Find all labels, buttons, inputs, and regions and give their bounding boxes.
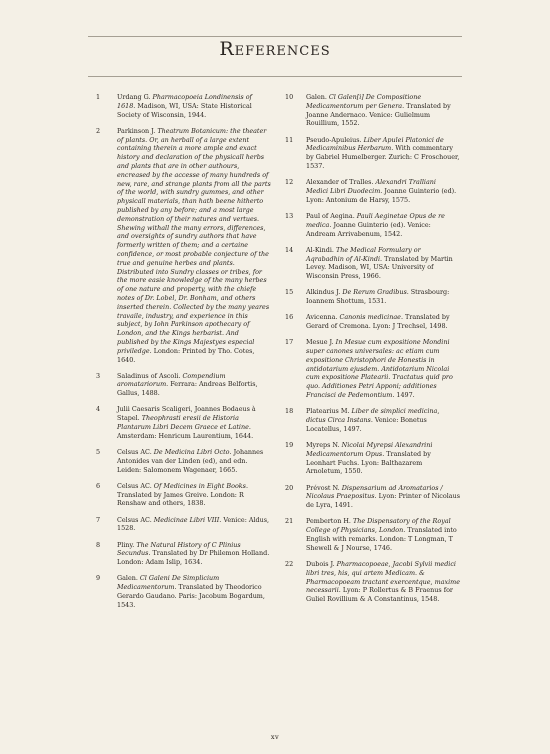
reference-title: Liber de simplici medicina, dictus Circa Instans — [306, 407, 440, 425]
reference-number: 10 — [285, 93, 294, 101]
reference-entry — [96, 93, 271, 119]
reference-segment: . London: Printed by Tho. Cotes, 1640. — [117, 346, 255, 364]
reference-segment: Myreps N. — [306, 441, 342, 450]
reference-text — [306, 246, 460, 281]
reference-number: 8 — [96, 540, 101, 549]
reference-segment: . Lyon: Printer of Nicolaus de Lyra, 1491. — [306, 492, 460, 510]
reference-segment: Saladinus of Ascoli. — [117, 371, 183, 380]
reference-segment: . Johannes Antonides van der Linden (ed), and edn. Leiden: Salomonem Wagenaer, 1665. — [117, 448, 264, 474]
reference-segment: Celsus AC. — [117, 448, 154, 457]
reference-entry — [285, 560, 460, 604]
reference-entry — [285, 212, 460, 238]
reference-number: 16 — [285, 313, 294, 322]
reference-entry — [285, 517, 460, 552]
reference-number: 22 — [285, 559, 294, 568]
reference-segment: . Translated by Leonhart Fuchs. Lyon: Balthazarem Arnoletum, 1550. — [306, 449, 431, 476]
reference-entry — [96, 574, 271, 609]
reference-text — [306, 178, 460, 204]
reference-title: Cl Galen[i] De Compositione Medicamentorum per Genera — [306, 93, 422, 110]
reference-segment: . Translated by Gerard of Cremona. Lyon: J Trechsel, 1498. — [306, 313, 450, 331]
reference-segment: Julii Caesaris Scaligeri, Joannes Bodaeus à Stapel. — [117, 405, 256, 423]
reference-entry — [96, 448, 271, 474]
reference-text — [306, 484, 460, 510]
reference-title: Pharmacopoeia Londinensis of 1618 — [117, 93, 252, 110]
reference-title: Theophrasti eresii de Historia Plantarum Libri Decem Graece et Latine — [117, 414, 249, 432]
reference-entry — [285, 136, 460, 171]
reference-number: 6 — [96, 481, 101, 490]
reference-text — [306, 441, 460, 476]
reference-title: Nicolai Myrepsi Alexandrini Medicamentorum Opus — [306, 441, 433, 458]
reference-segment: . Translated by Joanne Andernaco. Venice: Gulielmum Rouillium, 1552. — [306, 101, 451, 128]
reference-entry — [285, 178, 460, 204]
reference-number: 2 — [96, 126, 101, 135]
reference-text — [306, 288, 460, 306]
reference-text — [306, 407, 460, 433]
reference-entry — [96, 405, 271, 440]
reference-segment: . Joanne Guinterio (ed). Venice: Andream Arrivabenum, 1542. — [306, 220, 431, 238]
reference-title: Theatrum Botanicum: the theater of plants. Or, an herball of a large extent containing therein a more ample and exact history and declaration of the physicall herbs and plants that are in other authours, encreased by the accesse of many hundreds of new, rare, and strange plants from all the parts of the world, with sundry gummes, and other physicall materials, than hath beene hitherto published by any before; and a most large demonstration of their natures and vertues. Shewing withall the many errors, differences, and oversights of sundry authors that have formerly written of them; and a certaine confidence, or most probable conjecture of the true and genuine herbes and plants. Distributed into Sundry classes or tribes, for the more easie knowledge of the many herbes of one nature and property, with the chiefe notes of Dr. Lobel, Dr. Bonham, and others inserted therein. Collected by the many yeares travaile, industry, and experience in this subject, by Iohn Parkinson apothecary of London, and the Kings herbarist. And published by the Kings Majestyes especial priviledge — [117, 126, 271, 355]
reference-text — [306, 313, 460, 331]
reference-segment: . 1497. — [392, 391, 415, 400]
top-rule — [88, 36, 462, 37]
reference-title: Compendium aromatariorum — [117, 371, 226, 389]
reference-number: 5 — [96, 448, 101, 457]
reference-title: In Mesue cum expositione Mondini super canones universales: ac etiam cum expositione Christophori de Honestis in antidotarium ejusdem. Antidotarium Nicolai cum expositione Platearii. Tractatus quid pro quo. Additiones Petri Apponi; additiones Francisci de Pedemontium — [306, 338, 453, 400]
reference-title: Of Medicines in Eight Books — [153, 481, 246, 490]
reference-number: 9 — [96, 574, 101, 583]
reference-text — [117, 541, 271, 567]
reference-segment: Alexander of Tralles. — [306, 178, 376, 187]
reference-number: 4 — [96, 405, 101, 414]
reference-number: 13 — [285, 211, 294, 220]
reference-number: 17 — [285, 338, 294, 347]
reference-entry — [285, 407, 460, 433]
reference-entry — [285, 288, 460, 306]
reference-number: 12 — [285, 178, 294, 187]
reference-title: Cl Galeni De Simplicium Medicamentorum — [117, 574, 220, 592]
reference-number: 15 — [285, 288, 294, 297]
reference-number: 20 — [285, 483, 294, 492]
reference-segment: . Venice: Aldus, 1528. — [117, 515, 270, 533]
reference-number: 11 — [285, 135, 294, 144]
reference-segment: Galen. — [117, 574, 140, 583]
reference-text — [306, 212, 460, 238]
reference-segment: Urdang G. — [117, 93, 153, 101]
reference-number: 21 — [285, 517, 294, 526]
reference-text — [117, 405, 271, 440]
reference-segment: . Translated by Martin Levey. Madison, WI, USA: University of Wisconsin Press, 1966. — [306, 254, 453, 281]
reference-text — [306, 560, 460, 604]
reference-segment: . Translated by Theodorico Gerardo Gaudano. Paris: Jacobum Bogardum, 1543. — [117, 583, 265, 609]
reference-segment: . Madison, WI, USA: State Historical Society of Wisconsin, 1944. — [117, 101, 252, 119]
reference-title: Pauli Aeginetae Opus de re medica — [306, 211, 445, 229]
reference-segment: Avicenna. — [306, 313, 340, 322]
reference-text — [117, 127, 271, 365]
reference-title: De Medicina Libri Octo — [153, 448, 230, 457]
reference-text — [117, 482, 271, 508]
reference-segment: . Strasbourg: Ioannem Shottum, 1531. — [306, 288, 450, 306]
reference-segment: . Translated into English with remarks. London: T Longman, T Shewell & J Nourse, 1746. — [306, 526, 457, 552]
reference-title: De Rerum Gradibus — [342, 288, 407, 297]
reference-text — [117, 448, 271, 474]
reference-text — [117, 516, 271, 534]
reference-title: Medicinae Libri VIII — [153, 515, 220, 524]
reference-number: 7 — [96, 515, 101, 524]
reference-segment: Pemberton H. — [306, 517, 353, 526]
reference-segment: . Venice: Bonetus Locatellus, 1497. — [306, 416, 427, 433]
reference-segment: Galen. — [306, 93, 329, 101]
reference-segment: Celsus AC. — [117, 481, 154, 490]
title-rule — [88, 76, 462, 77]
reference-entry — [96, 482, 271, 508]
reference-segment: . Ferrara: Andreas Belfortis, Gallus, 1488. — [117, 380, 258, 398]
reference-segment: . With commentary by Gabriel Humelberger. Zurich: C Froschouer, 1537. — [306, 144, 460, 170]
reference-entry — [285, 441, 460, 476]
reference-segment: . Lyon: P Rollertus & B Fraenus for Guliel Rovillium & A Constantinus, 1548. — [306, 586, 453, 604]
reference-text — [117, 372, 271, 398]
reference-number: 14 — [285, 245, 294, 254]
reference-segment: Parkinson J. — [117, 126, 158, 135]
reference-segment: . Amsterdam: Henricum Laurentium, 1644. — [117, 423, 254, 440]
reference-title: Liber Apulei Platonici de Medicaminibus Herbarum — [306, 135, 444, 153]
reference-segment: Celsus AC. — [117, 515, 154, 524]
reference-segment: Mesue J. — [306, 338, 336, 347]
reference-entry — [285, 338, 460, 400]
reference-text — [117, 93, 271, 119]
reference-title: The Dispensatory of the Royal College of Physicians, London — [306, 517, 451, 535]
reference-segment: Platearius M. — [306, 407, 352, 416]
reference-segment: Alkindus J. — [306, 288, 343, 297]
page-number: xv — [270, 733, 280, 741]
reference-entry — [96, 127, 271, 365]
reference-column-left — [96, 93, 271, 617]
reference-segment: . Joanne Guinterio (ed). Lyon: Antonium de Harsy, 1575. — [306, 186, 457, 204]
reference-segment: Paul of Aegina. — [306, 211, 357, 220]
reference-segment: Dubois J. — [306, 559, 337, 568]
reference-title: The Medical Formulary or Aqrabadhin of Al-Kindi — [306, 245, 421, 263]
reference-title: Canonis medicinae — [339, 313, 401, 322]
reference-segment: . Translated by James Greive. London: R Renshaw and others, 1838. — [117, 481, 248, 508]
reference-entry — [285, 484, 460, 510]
reference-entry — [285, 93, 460, 128]
reference-text — [306, 93, 460, 128]
reference-text — [306, 517, 460, 552]
reference-segment: Al-Kindi. — [306, 245, 336, 254]
reference-segment: Pliny. — [117, 540, 137, 549]
reference-column-right — [285, 93, 460, 611]
reference-number: 19 — [285, 441, 294, 450]
reference-entry — [96, 541, 271, 567]
reference-text — [306, 136, 460, 171]
reference-segment: Prévost N. — [306, 483, 342, 492]
reference-segment: . Translated by Dr Philemon Holland. London: Adam Islip, 1634. — [117, 549, 270, 567]
reference-number: 1 — [96, 93, 101, 101]
reference-text — [306, 338, 460, 400]
reference-entry — [285, 246, 460, 281]
reference-number: 3 — [96, 371, 101, 380]
reference-segment: Pseudo-Apuleius. — [306, 135, 364, 144]
reference-entry — [96, 516, 271, 534]
page-title: References — [219, 38, 331, 60]
reference-number: 18 — [285, 407, 294, 416]
reference-text — [117, 574, 271, 609]
reference-title: The Natural History of C Plinius Secundus — [117, 540, 241, 558]
reference-title: Alexandri Tralliani Medici Libri Duodecim — [306, 178, 436, 195]
reference-title: Pharmacopoeae, Jacobi Sylvii medici libri tres, his, qui artem Medicam. & Pharmacopoeam tractant exercentque, maxime necessarii — [306, 559, 460, 595]
reference-entry — [96, 372, 271, 398]
reference-entry — [285, 313, 460, 331]
reference-title: Dispensarium ad Aromatarios / Nicolaus Praepositus — [306, 483, 443, 501]
